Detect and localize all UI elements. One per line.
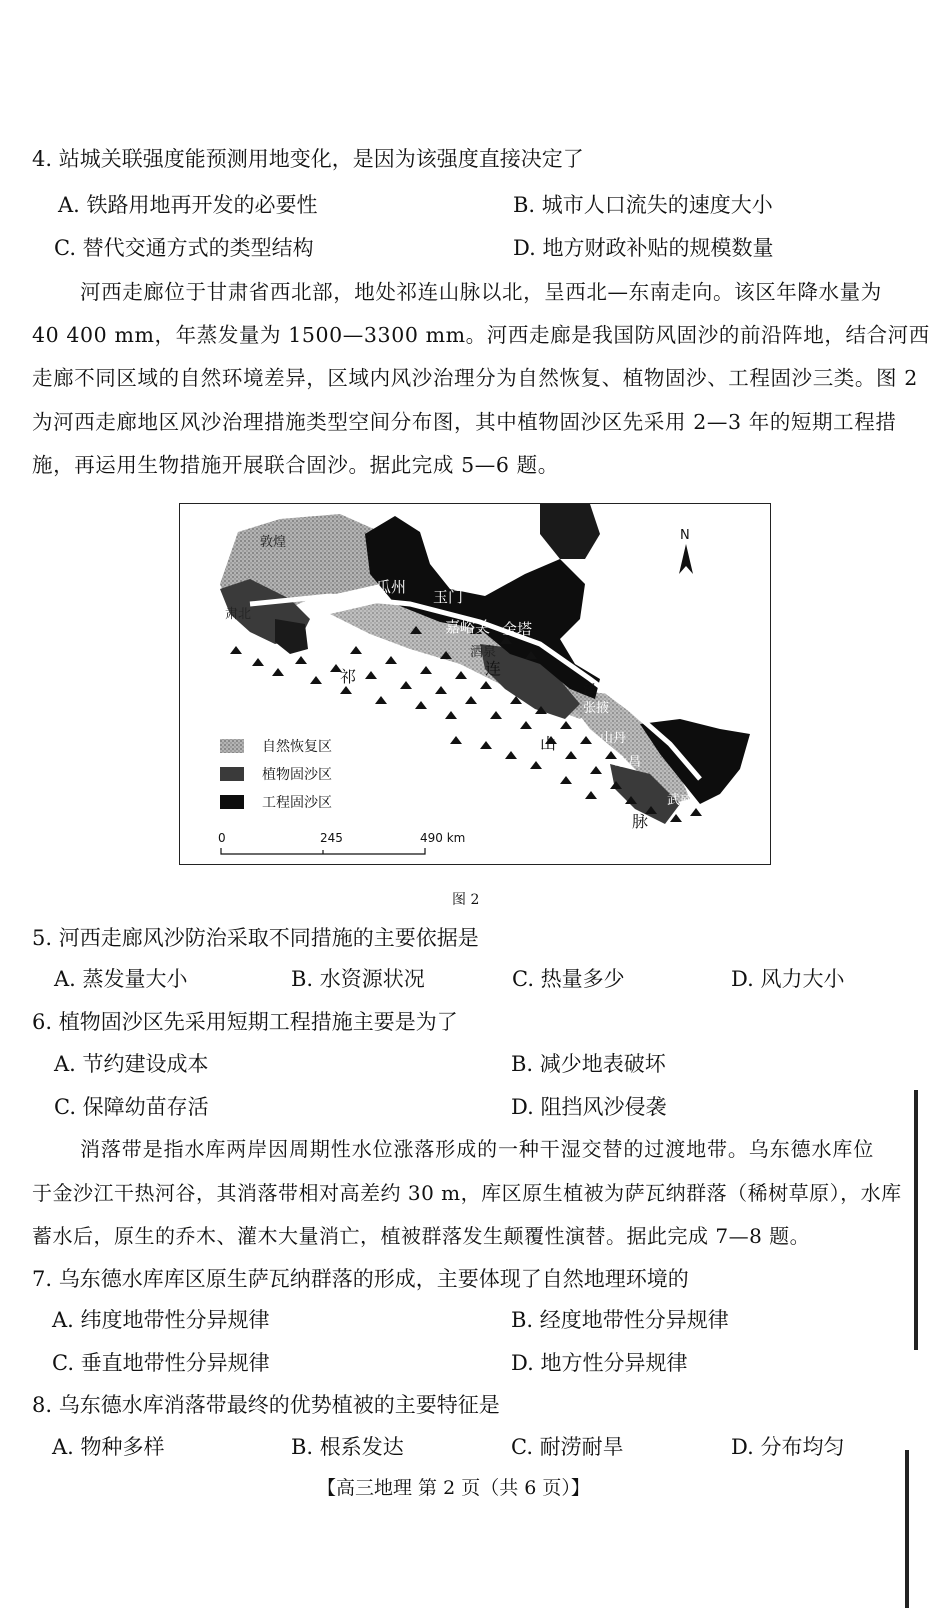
question-5-option-a: A. 蒸发量大小: [54, 967, 188, 991]
place-subei: 肃北: [225, 607, 252, 622]
question-5-option-d: D. 风力大小: [731, 967, 845, 991]
place-lian: 连: [485, 659, 502, 678]
mountain-icon: [585, 791, 597, 799]
question-7-option-b: B. 经度地带性分异规律: [511, 1308, 729, 1332]
passage-2-line-1: 消落带是指水库两岸因周期性水位涨落形成的一种干湿交替的过渡地带。乌东德水库位: [80, 1137, 875, 1161]
legend-natural-label: 自然恢复区: [262, 739, 332, 755]
mountain-icon: [435, 686, 447, 694]
legend-swatch-engineering: [220, 795, 244, 809]
mountain-icon: [465, 696, 477, 704]
mountain-icon: [670, 814, 682, 822]
place-jiayuguan: 嘉峪关: [445, 618, 491, 636]
mountain-icon: [385, 656, 397, 664]
engineering-fixation-region-upper: [540, 504, 600, 559]
mountain-icon: [480, 681, 492, 689]
question-6-option-a: A. 节约建设成本: [54, 1052, 209, 1076]
question-4-option-d: D. 地方财政补贴的规模数量: [513, 236, 774, 260]
mountain-icon: [455, 671, 467, 679]
north-arrow: [679, 528, 693, 574]
place-wuwei: 武威: [667, 793, 694, 808]
mountain-icon: [295, 656, 307, 664]
legend-swatch-plant: [220, 767, 244, 781]
question-8-option-b: B. 根系发达: [291, 1435, 404, 1459]
place-yongchang: 永昌: [615, 755, 642, 770]
mountain-icon: [310, 676, 322, 684]
place-mai: 脉: [632, 812, 649, 831]
mountain-icon: [420, 666, 432, 674]
mountain-icon: [415, 701, 427, 709]
passage-1-line-3: 走廊不同区域的自然环境差异，区域内风沙治理分为自然恢复、植物固沙、工程固沙三类。图 2: [32, 366, 918, 390]
question-4-option-a: A. 铁路用地再开发的必要性: [58, 193, 318, 217]
mountain-icon: [490, 711, 502, 719]
mountain-icon: [480, 741, 492, 749]
page-footer: 【高三地理 第 2 页（共 6 页）】: [317, 1477, 590, 1499]
mountain-icon: [230, 646, 242, 654]
mountain-icon: [565, 751, 577, 759]
question-7-stem: 7. 乌东德水库库区原生萨瓦纳群落的形成，主要体现了自然地理环境的: [32, 1267, 689, 1291]
question-8-option-c: C. 耐涝耐旱: [511, 1435, 624, 1459]
legend-engineering-label: 工程固沙区: [262, 795, 332, 811]
legend-swatch-natural: [220, 739, 244, 753]
place-zhangye: 张掖: [583, 701, 610, 716]
scan-edge-line: [905, 1450, 909, 1608]
passage-2-line-3: 蓄水后，原生的乔木、灌木大量消亡，植被群落发生颠覆性演替。据此完成 7—8 题。: [32, 1224, 811, 1248]
place-guazhou: 瓜州: [376, 578, 407, 596]
question-5-option-b: B. 水资源状况: [291, 967, 425, 991]
place-yumen: 玉门: [433, 588, 464, 606]
mountain-icon: [445, 711, 457, 719]
mountain-icon: [375, 696, 387, 704]
mountain-icon: [505, 751, 517, 759]
place-qi: 祁: [340, 667, 357, 686]
engineering-fixation-region-sw: [275, 619, 308, 654]
place-dunhuang: 敦煌: [260, 535, 287, 550]
place-ze: 泽: [583, 683, 597, 698]
scale-bar-line: [221, 848, 425, 854]
figure-caption: 图 2: [452, 892, 480, 908]
mountain-icon: [690, 808, 702, 816]
question-8-stem: 8. 乌东德水库消落带最终的优势植被的主要特征是: [32, 1393, 500, 1417]
map-svg: [180, 504, 770, 864]
scale-label-0: 0: [218, 831, 226, 845]
mountain-icon: [560, 721, 572, 729]
mountain-icon: [560, 776, 572, 784]
question-8-option-d: D. 分布均匀: [731, 1435, 845, 1459]
mountain-icon: [350, 646, 362, 654]
mountain-icon: [450, 736, 462, 744]
north-label: N: [680, 528, 690, 543]
scale-label-245: 245: [320, 831, 343, 845]
mountain-icon: [252, 658, 264, 666]
question-7-option-a: A. 纬度地带性分异规律: [52, 1308, 270, 1332]
legend-plant-label: 植物固沙区: [262, 767, 332, 783]
map-legend: [220, 738, 332, 811]
question-4-option-b: B. 城市人口流失的速度大小: [513, 193, 773, 217]
passage-1-line-4: 为河西走廊地区风沙治理措施类型空间分布图，其中植物固沙区先采用 2—3 年的短期工程措: [32, 410, 897, 434]
passage-1-line-1: 河西走廊位于甘肃省西北部，地处祁连山脉以北，呈西北—东南走向。该区年降水量为: [80, 280, 882, 304]
mountain-icon: [580, 736, 592, 744]
question-7-option-d: D. 地方性分异规律: [511, 1351, 688, 1375]
scale-bar: [218, 831, 465, 854]
scale-label-490: 490 km: [420, 831, 466, 845]
question-5-stem: 5. 河西走廊风沙防治采取不同措施的主要依据是: [32, 926, 479, 950]
question-4-stem: 4. 站城关联强度能预测用地变化，是因为该强度直接决定了: [32, 147, 584, 171]
mountain-icon: [520, 721, 532, 729]
question-7-option-c: C. 垂直地带性分异规律: [52, 1351, 270, 1375]
mountain-icon: [272, 668, 284, 676]
place-jiuquan: 酒泉: [470, 645, 497, 660]
passage-1-line-5: 施，再运用生物措施开展联合固沙。据此完成 5—6 题。: [32, 453, 559, 477]
question-6-option-c: C. 保障幼苗存活: [54, 1095, 209, 1119]
question-6-option-b: B. 减少地表破坏: [511, 1052, 666, 1076]
place-jinta: 金塔: [502, 620, 533, 638]
question-6-stem: 6. 植物固沙区先采用短期工程措施主要是为了: [32, 1010, 458, 1034]
place-shan: 山: [540, 734, 557, 753]
question-6-option-d: D. 阻挡风沙侵袭: [511, 1095, 667, 1119]
hexi-corridor-map: [179, 503, 771, 865]
question-5-option-c: C. 热量多少: [512, 967, 625, 991]
passage-1-line-2: 40 400 mm，年蒸发量为 1500—3300 mm。河西走廊是我国防风固沙的前沿阵地，结合河西: [32, 323, 930, 347]
north-arrow-icon: [679, 544, 693, 574]
mountain-icon: [340, 686, 352, 694]
scan-edge-line: [914, 1090, 918, 1350]
mountain-icon: [365, 671, 377, 679]
mountain-icon: [400, 681, 412, 689]
question-4-option-c: C. 替代交通方式的类型结构: [54, 236, 314, 260]
mountain-icon: [590, 766, 602, 774]
place-shandan: 山丹: [600, 731, 627, 746]
mountain-icon: [530, 761, 542, 769]
question-8-option-a: A. 物种多样: [52, 1435, 165, 1459]
passage-2-line-2: 于金沙江干热河谷，其消落带相对高差约 30 m，库区原生植被为萨瓦纳群落（稀树草原），水库: [32, 1181, 902, 1205]
